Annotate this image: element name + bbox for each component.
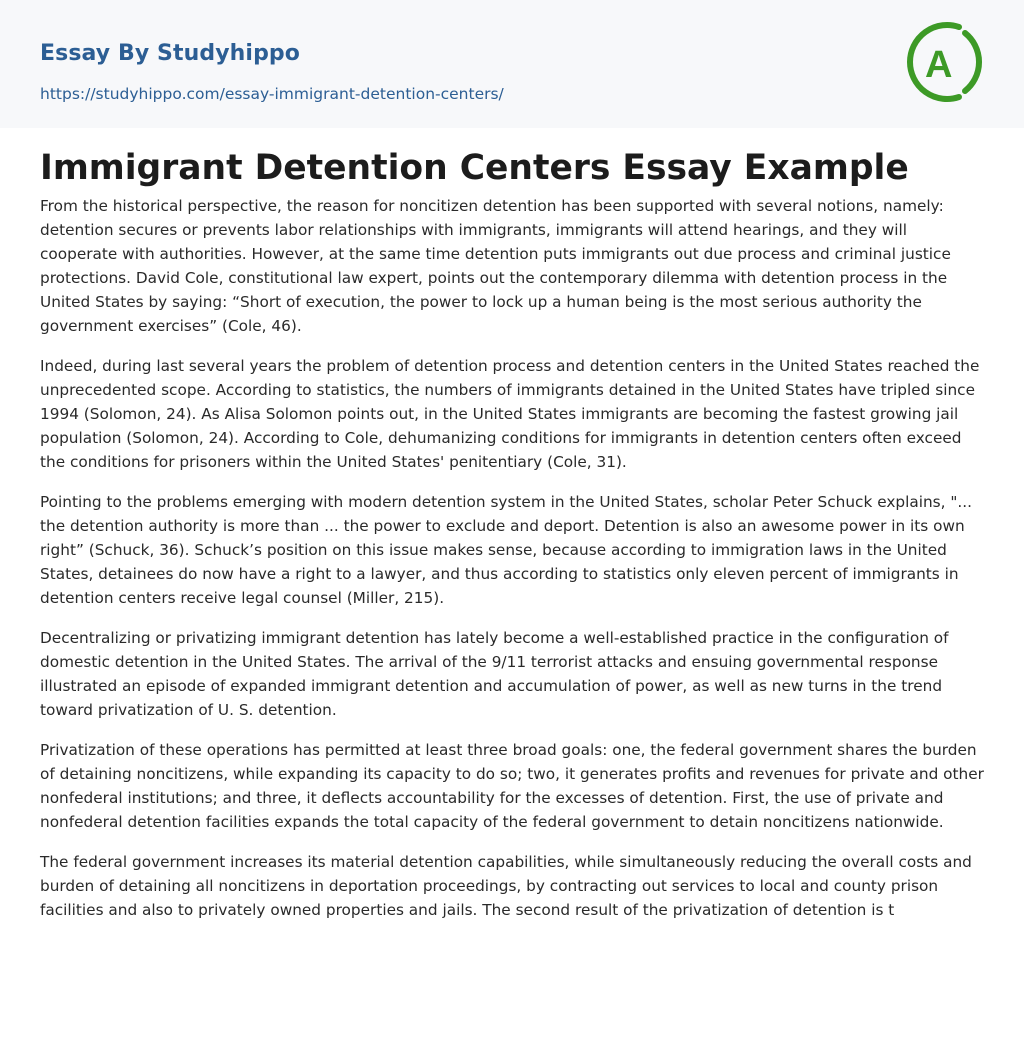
essay-body bbox=[40, 194, 988, 938]
essay-url-link[interactable]: https://studyhippo.com/essay-immigrant-detention-centers/ bbox=[40, 85, 504, 103]
logo-letter: A bbox=[925, 44, 953, 86]
essay-paragraph: Decentralizing or privatizing immigrant detention has lately become a well-established practice in the configuration of domestic detention in the United States. The arrival of the 9/11 terrorist attacks and ensuing governmental response illustrated an episode of expanded immigrant detention and accumulation of power, as well as new turns in the trend toward privatization of U. S. detention. bbox=[40, 629, 949, 719]
essay-paragraph: Privatization of these operations has permitted at least three broad goals: one, the federal government shares the burden of detaining noncitizens, while expanding its capacity to do so; two, it generates profits and revenues for private and other nonfederal institutions; and three, it deflects accountability for the excesses of detention. First, the use of private and nonfederal detention facilities expands the total capacity of the federal government to detain noncitizens nationwide. bbox=[40, 741, 984, 831]
site-brand[interactable]: Essay By Studyhippo bbox=[40, 41, 300, 66]
essay-paragraph: The federal government increases its material detention capabilities, while simultaneously reducing the overall costs and burden of detaining all noncitizens in deportation proceedings, by contracting out services to local and county prison facilities and also to privately owned properties and jails. The second result of the privatization of detention is t bbox=[40, 853, 972, 919]
studyhippo-logo-icon[interactable] bbox=[899, 19, 985, 105]
page-title: Immigrant Detention Centers Essay Example bbox=[40, 148, 909, 188]
essay-paragraph: From the historical perspective, the reason for noncitizen detention has been supported with several notions, namely: detention secures or prevents labor relationships with immigrants, immigrants will attend hearings, and they will cooperate with authorities. However, at the same time detention puts immigrants out due process and criminal justice protections. David Cole, constitutional law expert, points out the contemporary dilemma with detention process in the United States by saying: “Short of execution, the power to lock up a human being is the most serious authority the government exercises” (Cole, 46). bbox=[40, 197, 951, 335]
essay-paragraph: Pointing to the problems emerging with modern detention system in the United States, scholar Peter Schuck explains, "... the detention authority is more than ... the power to exclude and deport. Detention is also an awesome power in its own right” (Schuck, 36). Schuck’s position on this issue makes sense, because according to immigration laws in the United States, detainees do now have a right to a lawyer, and thus according to statistics only eleven percent of immigrants in detention centers receive legal counsel (Miller, 215). bbox=[40, 493, 972, 607]
essay-paragraph: Indeed, during last several years the problem of detention process and detention centers in the United States reached the unprecedented scope. According to statistics, the numbers of immigrants detained in the United States have tripled since 1994 (Solomon, 24). As Alisa Solomon points out, in the United States immigrants are becoming the fastest growing jail population (Solomon, 24). According to Cole, dehumanizing conditions for immigrants in detention centers often exceed the conditions for prisoners within the United States' penitentiary (Cole, 31). bbox=[40, 357, 980, 471]
